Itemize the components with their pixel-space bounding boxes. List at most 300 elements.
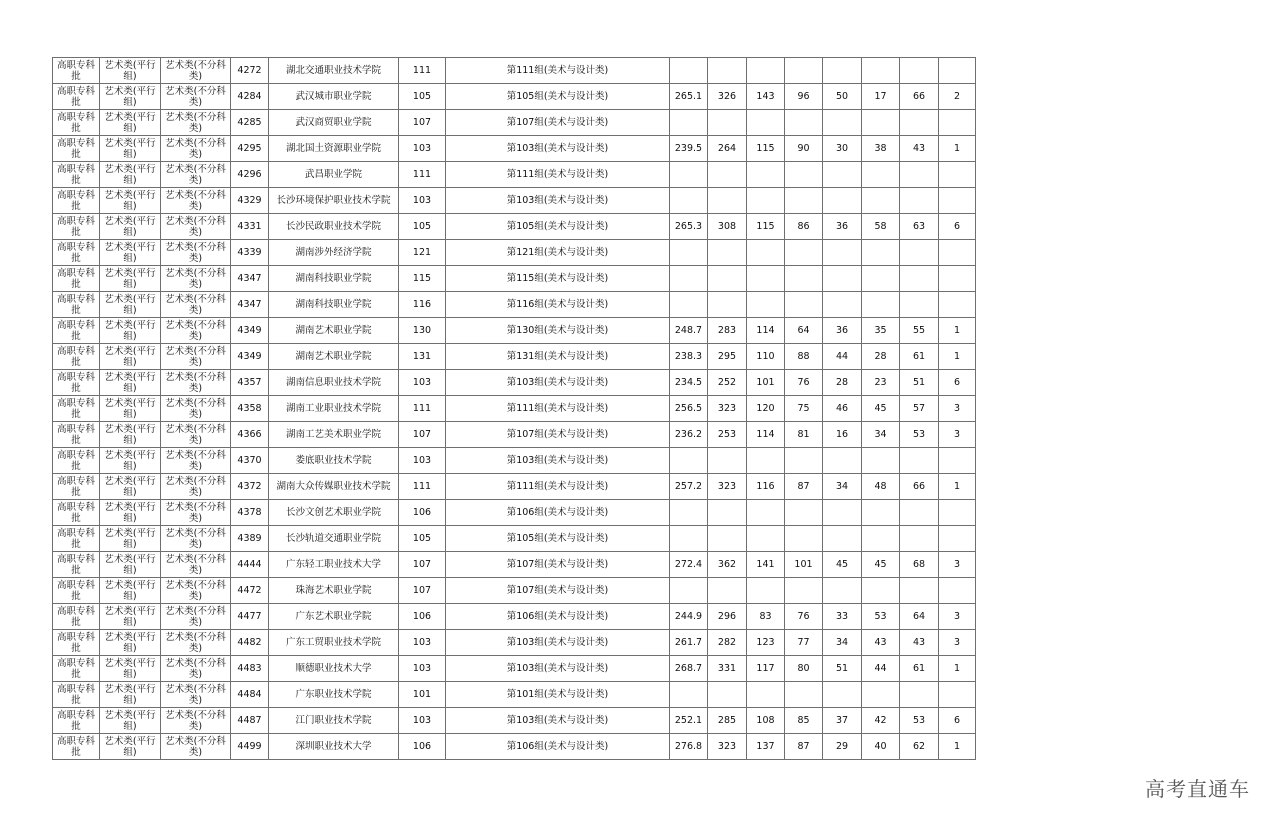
- table-row: [53, 344, 976, 370]
- school-name-cell: 娄底职业技术学院: [269, 448, 399, 474]
- score-cell: 261.7: [670, 630, 708, 656]
- school-name-cell: 湖南艺术职业学院: [269, 344, 399, 370]
- score-cell: 57: [900, 396, 939, 422]
- score-cell: 87: [785, 734, 823, 760]
- score-cell: 108: [747, 708, 785, 734]
- group-name-cell: 第101组(美术与设计类): [446, 682, 670, 708]
- score-cell: 114: [747, 318, 785, 344]
- category-cell: 艺术类(平行组): [100, 526, 161, 552]
- group-name-cell: 第103组(美术与设计类): [446, 370, 670, 396]
- score-cell: 76: [785, 370, 823, 396]
- batch-cell: 高职专科批: [53, 266, 100, 292]
- group-name-cell: 第106组(美术与设计类): [446, 604, 670, 630]
- subject-cell: 艺术类(不分科类): [161, 214, 231, 240]
- category-cell: 艺术类(平行组): [100, 58, 161, 84]
- school-code-cell: 4349: [231, 344, 269, 370]
- table-row: [53, 136, 976, 162]
- score-cell: 45: [823, 552, 862, 578]
- subject-cell: 艺术类(不分科类): [161, 630, 231, 656]
- subject-cell: 艺术类(不分科类): [161, 266, 231, 292]
- score-cell: 44: [823, 344, 862, 370]
- table-row: [53, 552, 976, 578]
- subject-cell: 艺术类(不分科类): [161, 136, 231, 162]
- score-cell: [900, 188, 939, 214]
- score-cell: 43: [862, 630, 900, 656]
- batch-cell: 高职专科批: [53, 84, 100, 110]
- school-name-cell: 湖南涉外经济学院: [269, 240, 399, 266]
- score-cell: [900, 500, 939, 526]
- group-number-cell: 111: [399, 162, 446, 188]
- score-cell: [900, 578, 939, 604]
- subject-cell: 艺术类(不分科类): [161, 656, 231, 682]
- score-cell: [708, 500, 747, 526]
- score-cell: [670, 448, 708, 474]
- group-name-cell: 第111组(美术与设计类): [446, 58, 670, 84]
- group-name-cell: 第111组(美术与设计类): [446, 162, 670, 188]
- subject-cell: 艺术类(不分科类): [161, 58, 231, 84]
- score-cell: 252: [708, 370, 747, 396]
- score-cell: 123: [747, 630, 785, 656]
- table-row: [53, 162, 976, 188]
- score-cell: 265.1: [670, 84, 708, 110]
- school-code-cell: 4284: [231, 84, 269, 110]
- table-row: [53, 656, 976, 682]
- score-cell: 62: [900, 734, 939, 760]
- score-cell: 43: [900, 630, 939, 656]
- table-row: [53, 448, 976, 474]
- score-cell: [823, 58, 862, 84]
- school-name-cell: 湖南艺术职业学院: [269, 318, 399, 344]
- school-name-cell: 江门职业技术学院: [269, 708, 399, 734]
- batch-cell: 高职专科批: [53, 318, 100, 344]
- score-cell: [708, 292, 747, 318]
- score-cell: 58: [862, 214, 900, 240]
- school-code-cell: 4285: [231, 110, 269, 136]
- score-cell: [708, 188, 747, 214]
- category-cell: 艺术类(平行组): [100, 84, 161, 110]
- group-number-cell: 103: [399, 370, 446, 396]
- batch-cell: 高职专科批: [53, 656, 100, 682]
- score-cell: [708, 682, 747, 708]
- score-cell: 331: [708, 656, 747, 682]
- score-cell: [785, 292, 823, 318]
- score-cell: [900, 162, 939, 188]
- subject-cell: 艺术类(不分科类): [161, 552, 231, 578]
- school-code-cell: 4477: [231, 604, 269, 630]
- score-cell: 30: [823, 136, 862, 162]
- score-cell: 252.1: [670, 708, 708, 734]
- score-cell: 115: [747, 214, 785, 240]
- table-row: [53, 734, 976, 760]
- table-row: [53, 266, 976, 292]
- score-cell: [785, 110, 823, 136]
- group-name-cell: 第107组(美术与设计类): [446, 578, 670, 604]
- table-row: [53, 708, 976, 734]
- batch-cell: 高职专科批: [53, 630, 100, 656]
- batch-cell: 高职专科批: [53, 526, 100, 552]
- score-cell: [708, 110, 747, 136]
- category-cell: 艺术类(平行组): [100, 604, 161, 630]
- group-name-cell: 第121组(美术与设计类): [446, 240, 670, 266]
- score-cell: [862, 526, 900, 552]
- school-code-cell: 4378: [231, 500, 269, 526]
- score-cell: 34: [823, 630, 862, 656]
- score-cell: [900, 448, 939, 474]
- score-cell: [939, 578, 976, 604]
- group-name-cell: 第103组(美术与设计类): [446, 630, 670, 656]
- score-cell: 61: [900, 344, 939, 370]
- group-number-cell: 115: [399, 266, 446, 292]
- score-cell: 34: [862, 422, 900, 448]
- school-code-cell: 4339: [231, 240, 269, 266]
- score-cell: 308: [708, 214, 747, 240]
- score-cell: 90: [785, 136, 823, 162]
- score-cell: 1: [939, 318, 976, 344]
- category-cell: 艺术类(平行组): [100, 214, 161, 240]
- batch-cell: 高职专科批: [53, 604, 100, 630]
- score-cell: [900, 110, 939, 136]
- group-number-cell: 111: [399, 474, 446, 500]
- score-cell: [862, 240, 900, 266]
- school-name-cell: 深圳职业技术大学: [269, 734, 399, 760]
- school-name-cell: 湖南大众传媒职业技术学院: [269, 474, 399, 500]
- table-row: [53, 370, 976, 396]
- score-cell: [862, 188, 900, 214]
- score-cell: [900, 58, 939, 84]
- score-cell: 1: [939, 136, 976, 162]
- batch-cell: 高职专科批: [53, 422, 100, 448]
- table-row: [53, 422, 976, 448]
- score-cell: [670, 266, 708, 292]
- score-cell: [785, 526, 823, 552]
- score-cell: [862, 58, 900, 84]
- score-cell: [939, 240, 976, 266]
- group-number-cell: 107: [399, 552, 446, 578]
- group-name-cell: 第103组(美术与设计类): [446, 188, 670, 214]
- score-cell: 3: [939, 422, 976, 448]
- score-cell: [939, 188, 976, 214]
- score-cell: 115: [747, 136, 785, 162]
- score-cell: 37: [823, 708, 862, 734]
- batch-cell: 高职专科批: [53, 344, 100, 370]
- school-code-cell: 4482: [231, 630, 269, 656]
- score-cell: 34: [823, 474, 862, 500]
- score-cell: [785, 266, 823, 292]
- score-cell: 264: [708, 136, 747, 162]
- score-cell: 64: [900, 604, 939, 630]
- school-name-cell: 广东轻工职业技术大学: [269, 552, 399, 578]
- group-name-cell: 第131组(美术与设计类): [446, 344, 670, 370]
- subject-cell: 艺术类(不分科类): [161, 708, 231, 734]
- score-cell: [823, 682, 862, 708]
- score-cell: 68: [900, 552, 939, 578]
- school-name-cell: 武昌职业学院: [269, 162, 399, 188]
- group-name-cell: 第107组(美术与设计类): [446, 422, 670, 448]
- group-name-cell: 第105组(美术与设计类): [446, 214, 670, 240]
- score-cell: [823, 500, 862, 526]
- score-cell: [939, 292, 976, 318]
- category-cell: 艺术类(平行组): [100, 266, 161, 292]
- group-name-cell: 第130组(美术与设计类): [446, 318, 670, 344]
- category-cell: 艺术类(平行组): [100, 682, 161, 708]
- score-cell: 283: [708, 318, 747, 344]
- score-cell: 323: [708, 474, 747, 500]
- table-row: [53, 84, 976, 110]
- school-name-cell: 顺德职业技术大学: [269, 656, 399, 682]
- school-name-cell: 湖南科技职业学院: [269, 266, 399, 292]
- score-cell: [823, 266, 862, 292]
- subject-cell: 艺术类(不分科类): [161, 500, 231, 526]
- subject-cell: 艺术类(不分科类): [161, 422, 231, 448]
- score-cell: [708, 448, 747, 474]
- score-cell: 265.3: [670, 214, 708, 240]
- score-cell: 63: [900, 214, 939, 240]
- group-number-cell: 103: [399, 136, 446, 162]
- watermark-text: 高考直通车: [1145, 777, 1250, 801]
- score-cell: 66: [900, 84, 939, 110]
- group-number-cell: 105: [399, 84, 446, 110]
- category-cell: 艺术类(平行组): [100, 656, 161, 682]
- score-cell: 23: [862, 370, 900, 396]
- score-cell: [670, 162, 708, 188]
- score-cell: [747, 162, 785, 188]
- group-name-cell: 第115组(美术与设计类): [446, 266, 670, 292]
- score-cell: 51: [823, 656, 862, 682]
- score-cell: [862, 110, 900, 136]
- score-cell: 101: [747, 370, 785, 396]
- school-code-cell: 4483: [231, 656, 269, 682]
- score-cell: 282: [708, 630, 747, 656]
- score-cell: 143: [747, 84, 785, 110]
- subject-cell: 艺术类(不分科类): [161, 734, 231, 760]
- score-cell: 36: [823, 214, 862, 240]
- score-cell: 326: [708, 84, 747, 110]
- group-number-cell: 131: [399, 344, 446, 370]
- score-cell: [747, 682, 785, 708]
- score-cell: [900, 292, 939, 318]
- score-cell: 238.3: [670, 344, 708, 370]
- score-cell: 61: [900, 656, 939, 682]
- table-row: [53, 578, 976, 604]
- batch-cell: 高职专科批: [53, 474, 100, 500]
- score-cell: 45: [862, 552, 900, 578]
- score-cell: [862, 500, 900, 526]
- score-cell: 272.4: [670, 552, 708, 578]
- score-cell: [747, 292, 785, 318]
- score-cell: 66: [900, 474, 939, 500]
- score-cell: [785, 240, 823, 266]
- group-number-cell: 103: [399, 630, 446, 656]
- group-name-cell: 第103组(美术与设计类): [446, 136, 670, 162]
- subject-cell: 艺术类(不分科类): [161, 396, 231, 422]
- school-code-cell: 4487: [231, 708, 269, 734]
- group-name-cell: 第103组(美术与设计类): [446, 656, 670, 682]
- score-cell: 3: [939, 604, 976, 630]
- score-cell: [862, 682, 900, 708]
- score-cell: 43: [900, 136, 939, 162]
- score-cell: 6: [939, 214, 976, 240]
- group-number-cell: 103: [399, 448, 446, 474]
- score-cell: [939, 58, 976, 84]
- score-cell: [900, 682, 939, 708]
- school-name-cell: 湖北交通职业技术学院: [269, 58, 399, 84]
- school-name-cell: 湖南信息职业技术学院: [269, 370, 399, 396]
- school-code-cell: 4295: [231, 136, 269, 162]
- score-cell: [862, 448, 900, 474]
- subject-cell: 艺术类(不分科类): [161, 188, 231, 214]
- school-code-cell: 4329: [231, 188, 269, 214]
- subject-cell: 艺术类(不分科类): [161, 162, 231, 188]
- school-code-cell: 4349: [231, 318, 269, 344]
- batch-cell: 高职专科批: [53, 136, 100, 162]
- group-number-cell: 107: [399, 422, 446, 448]
- score-cell: 28: [823, 370, 862, 396]
- batch-cell: 高职专科批: [53, 188, 100, 214]
- group-name-cell: 第105组(美术与设计类): [446, 526, 670, 552]
- score-cell: 40: [862, 734, 900, 760]
- score-cell: [747, 500, 785, 526]
- subject-cell: 艺术类(不分科类): [161, 318, 231, 344]
- subject-cell: 艺术类(不分科类): [161, 84, 231, 110]
- school-name-cell: 湖北国土资源职业学院: [269, 136, 399, 162]
- score-cell: [747, 58, 785, 84]
- school-name-cell: 武汉商贸职业学院: [269, 110, 399, 136]
- score-cell: [939, 162, 976, 188]
- score-cell: [862, 266, 900, 292]
- table-row: [53, 396, 976, 422]
- score-cell: 268.7: [670, 656, 708, 682]
- school-code-cell: 4389: [231, 526, 269, 552]
- score-cell: [708, 240, 747, 266]
- score-cell: 323: [708, 734, 747, 760]
- score-cell: 101: [785, 552, 823, 578]
- category-cell: 艺术类(平行组): [100, 396, 161, 422]
- score-cell: [747, 188, 785, 214]
- category-cell: 艺术类(平行组): [100, 292, 161, 318]
- score-cell: 295: [708, 344, 747, 370]
- table-body: [53, 58, 976, 760]
- batch-cell: 高职专科批: [53, 58, 100, 84]
- score-cell: 2: [939, 84, 976, 110]
- school-code-cell: 4484: [231, 682, 269, 708]
- score-cell: 36: [823, 318, 862, 344]
- group-name-cell: 第111组(美术与设计类): [446, 474, 670, 500]
- table-row: [53, 630, 976, 656]
- batch-cell: 高职专科批: [53, 708, 100, 734]
- subject-cell: 艺术类(不分科类): [161, 682, 231, 708]
- score-cell: 83: [747, 604, 785, 630]
- score-cell: [900, 526, 939, 552]
- score-cell: [747, 110, 785, 136]
- score-cell: 53: [900, 708, 939, 734]
- school-code-cell: 4372: [231, 474, 269, 500]
- group-number-cell: 121: [399, 240, 446, 266]
- category-cell: 艺术类(平行组): [100, 110, 161, 136]
- score-cell: [747, 526, 785, 552]
- score-cell: [939, 682, 976, 708]
- group-number-cell: 106: [399, 500, 446, 526]
- school-code-cell: 4499: [231, 734, 269, 760]
- batch-cell: 高职专科批: [53, 292, 100, 318]
- score-cell: 50: [823, 84, 862, 110]
- score-cell: [862, 578, 900, 604]
- score-cell: 44: [862, 656, 900, 682]
- group-name-cell: 第103组(美术与设计类): [446, 708, 670, 734]
- score-cell: 296: [708, 604, 747, 630]
- group-number-cell: 106: [399, 734, 446, 760]
- score-cell: [785, 58, 823, 84]
- score-cell: 35: [862, 318, 900, 344]
- score-cell: [823, 188, 862, 214]
- group-name-cell: 第106组(美术与设计类): [446, 734, 670, 760]
- group-number-cell: 111: [399, 396, 446, 422]
- category-cell: 艺术类(平行组): [100, 136, 161, 162]
- group-number-cell: 103: [399, 708, 446, 734]
- group-name-cell: 第111组(美术与设计类): [446, 396, 670, 422]
- category-cell: 艺术类(平行组): [100, 578, 161, 604]
- school-code-cell: 4472: [231, 578, 269, 604]
- score-cell: 6: [939, 370, 976, 396]
- table-row: [53, 474, 976, 500]
- admission-table: [52, 57, 976, 760]
- school-code-cell: 4347: [231, 266, 269, 292]
- school-name-cell: 湖南科技职业学院: [269, 292, 399, 318]
- score-cell: 6: [939, 708, 976, 734]
- school-name-cell: 湖南工艺美术职业学院: [269, 422, 399, 448]
- group-name-cell: 第107组(美术与设计类): [446, 552, 670, 578]
- score-cell: 53: [900, 422, 939, 448]
- score-cell: [708, 162, 747, 188]
- score-cell: [708, 526, 747, 552]
- subject-cell: 艺术类(不分科类): [161, 448, 231, 474]
- batch-cell: 高职专科批: [53, 162, 100, 188]
- score-cell: 85: [785, 708, 823, 734]
- school-code-cell: 4272: [231, 58, 269, 84]
- score-cell: [823, 240, 862, 266]
- score-cell: [670, 526, 708, 552]
- score-cell: [708, 578, 747, 604]
- score-cell: 81: [785, 422, 823, 448]
- score-cell: [862, 162, 900, 188]
- score-cell: 29: [823, 734, 862, 760]
- group-name-cell: 第107组(美术与设计类): [446, 110, 670, 136]
- table-row: [53, 526, 976, 552]
- group-number-cell: 116: [399, 292, 446, 318]
- batch-cell: 高职专科批: [53, 396, 100, 422]
- score-cell: [823, 526, 862, 552]
- school-code-cell: 4347: [231, 292, 269, 318]
- subject-cell: 艺术类(不分科类): [161, 370, 231, 396]
- score-cell: 3: [939, 552, 976, 578]
- score-cell: [708, 266, 747, 292]
- batch-cell: 高职专科批: [53, 552, 100, 578]
- batch-cell: 高职专科批: [53, 110, 100, 136]
- score-cell: [785, 162, 823, 188]
- batch-cell: 高职专科批: [53, 448, 100, 474]
- subject-cell: 艺术类(不分科类): [161, 474, 231, 500]
- score-cell: 1: [939, 344, 976, 370]
- score-cell: [670, 240, 708, 266]
- subject-cell: 艺术类(不分科类): [161, 292, 231, 318]
- table-row: [53, 214, 976, 240]
- score-cell: [939, 110, 976, 136]
- score-cell: 17: [862, 84, 900, 110]
- group-number-cell: 103: [399, 656, 446, 682]
- score-cell: [823, 162, 862, 188]
- batch-cell: 高职专科批: [53, 682, 100, 708]
- category-cell: 艺术类(平行组): [100, 448, 161, 474]
- school-code-cell: 4357: [231, 370, 269, 396]
